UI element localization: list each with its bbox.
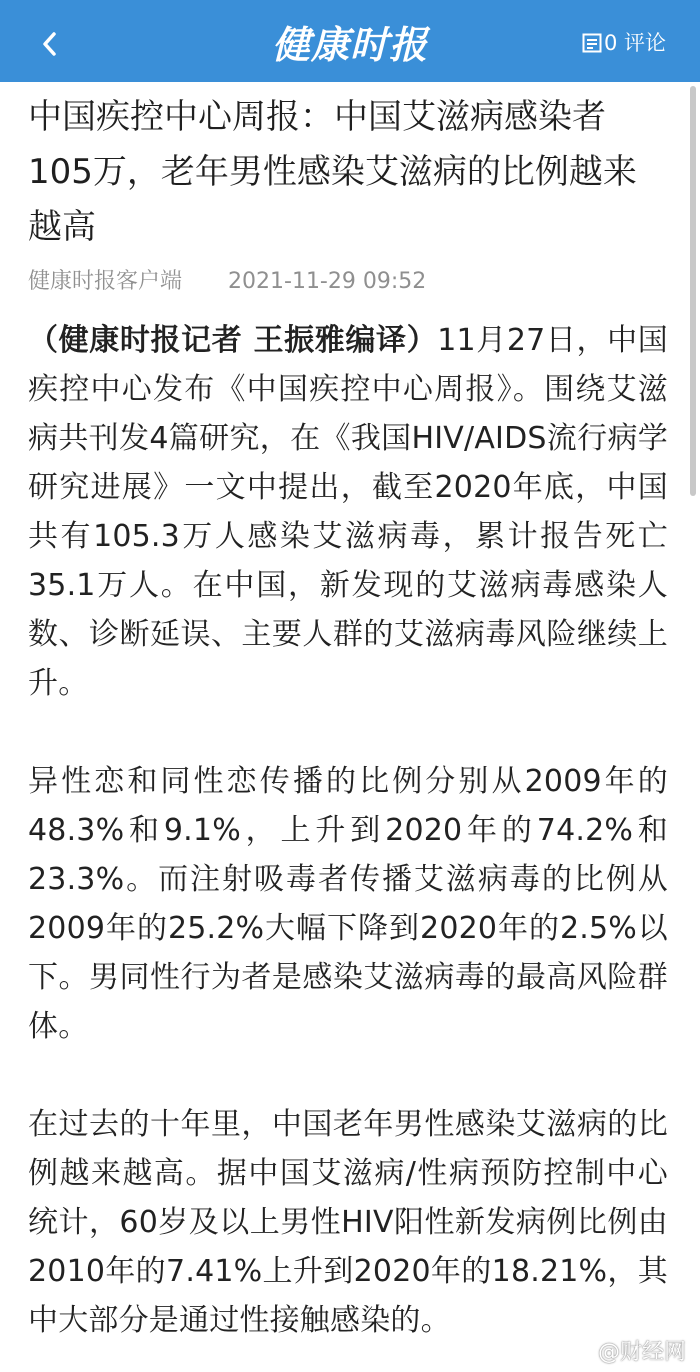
article-source: 健康时报客户端	[28, 269, 183, 294]
article-meta	[28, 267, 668, 297]
article-title: 中国疾控中心周报：中国艾滋病感染者105万，老年男性感染艾滋病的比例越来越高	[28, 97, 637, 247]
comment-button[interactable]	[582, 30, 666, 56]
reporter-credit: （健康时报记者 王振雅编译）	[28, 323, 438, 358]
paragraph-spacer	[28, 708, 668, 757]
article-paragraph-1	[28, 316, 668, 708]
article-paragraph-2: 异性恋和同性恋传播的比例分别从2009年的48.3%和9.1%，上升到2020年的74.2%和23.3%。而注射吸毒者传播艾滋病毒的比例从2009年的25.2%大幅下降到2020年的2.5%以下。男同性行为者是感染艾滋病毒的最高风险群体。	[28, 764, 668, 1044]
article-paragraph-3: 在过去的十年里，中国老年男性感染艾滋病的比例越来越高。据中国艾滋病/性病预防控制中心统计，60岁及以上男性HIV阳性新发病例比例由2010年的7.41%上升到2020年的18.21%，其中大部分是通过性接触感染的。	[28, 1107, 668, 1338]
watermark-text: @财经网	[597, 1340, 686, 1365]
scrollbar-thumb[interactable]	[690, 86, 696, 496]
weibo-icon	[566, 1340, 594, 1362]
article-datetime: 2021-11-29 09:52	[228, 269, 427, 294]
paragraph-spacer	[28, 1051, 668, 1100]
watermark	[566, 1335, 686, 1366]
top-navigation-bar	[0, 0, 700, 82]
comment-list-icon	[582, 33, 602, 53]
app-logo: 健康时报	[271, 22, 428, 67]
article-content[interactable]	[28, 82, 668, 1372]
comment-count-label: 0 评论	[603, 31, 666, 55]
paragraph-1-text: 11月27日，中国疾控中心发布《中国疾控中心周报》。围绕艾滋病共刊发4篇研究，在《我国HIV/AIDS流行病学研究进展》一文中提出，截至2020年底，中国共有105.3万人感染艾滋病毒，累计报告死亡35.1万人。在中国，新发现的艾滋病毒感染人数、诊断延误、主要人群的艾滋病毒风险继续上升。	[28, 323, 668, 701]
